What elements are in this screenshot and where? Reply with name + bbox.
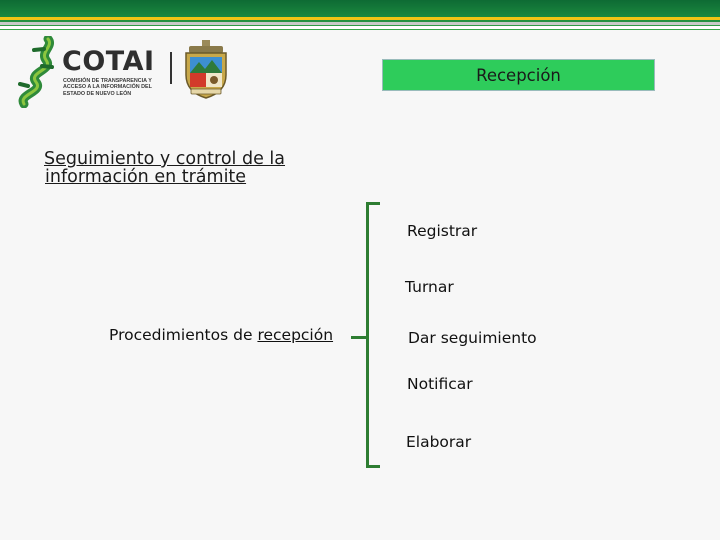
step-elaborar: Elaborar — [406, 433, 472, 451]
top-banner — [0, 0, 720, 30]
cotai-spiral-icon — [14, 36, 60, 108]
recepcion-badge-label: Recepción — [476, 65, 561, 85]
procedure-label-emphasis: recepción — [257, 326, 334, 344]
procedure-label — [109, 326, 333, 344]
steps-bracket — [366, 202, 380, 468]
page-heading — [44, 150, 374, 186]
cotai-wordmark: COTAI — [62, 46, 155, 77]
banner-stripe-yellow — [0, 17, 720, 20]
logo-divider — [170, 52, 172, 84]
step-turnar: Turnar — [405, 278, 454, 296]
procedure-label-prefix: Procedimientos de — [109, 326, 258, 344]
cotai-subtitle-line: ESTADO DE NUEVO LEÓN — [63, 90, 132, 97]
banner-stripe-gray — [0, 22, 720, 25]
banner-stripe-white — [0, 26, 720, 29]
step-notificar: Notificar — [407, 375, 473, 393]
nuevo-leon-shield-icon — [181, 38, 231, 100]
page-heading-line: Seguimiento y control de la — [44, 149, 286, 169]
page-heading-line: información en trámite — [45, 167, 247, 187]
cotai-subtitle — [63, 78, 163, 97]
step-registrar: Registrar — [407, 222, 478, 240]
procedure-connector — [351, 336, 367, 339]
step-dar-seguimiento: Dar seguimiento — [408, 329, 537, 347]
cotai-subtitle-line: ACCESO A LA INFORMACIÓN DEL — [63, 84, 152, 91]
recepcion-badge — [382, 59, 655, 91]
cotai-subtitle-line: COMISIÓN DE TRANSPARENCIA Y — [63, 78, 152, 84]
